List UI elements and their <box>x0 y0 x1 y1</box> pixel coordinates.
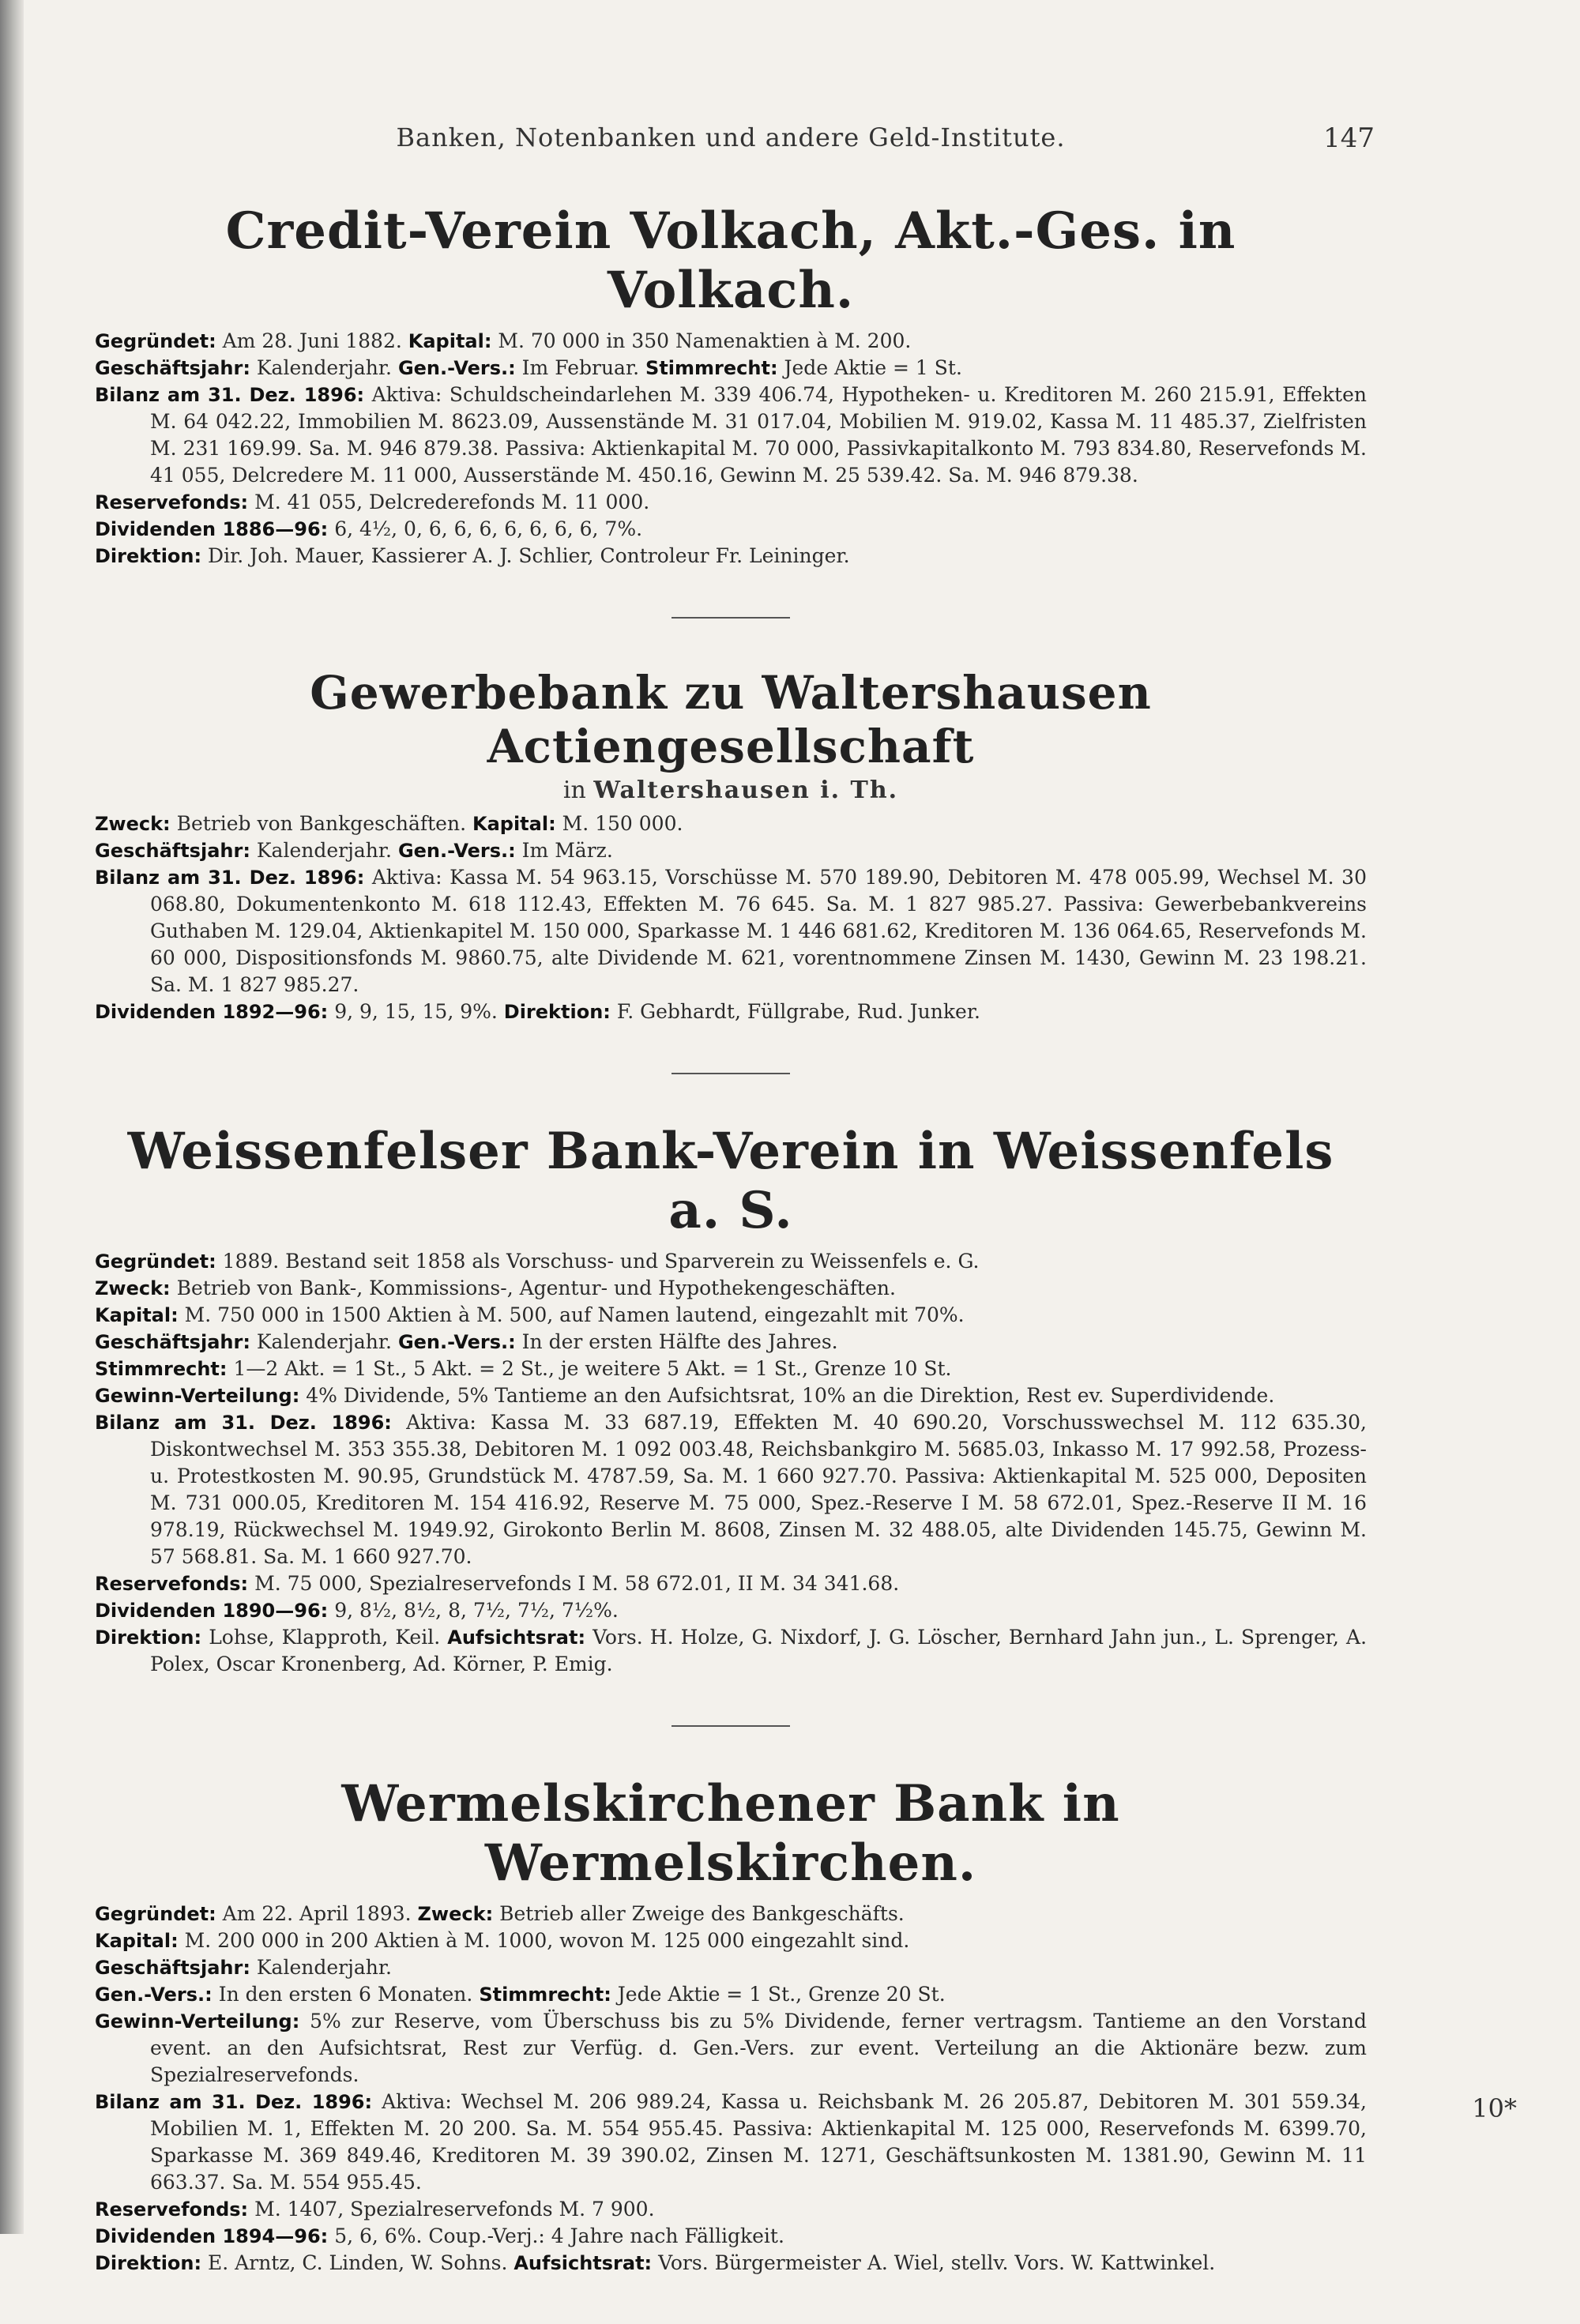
field-label: Zweck: <box>417 1903 494 1925</box>
field-text: Kalenderjahr. <box>250 1956 392 1979</box>
field-text: Betrieb aller Zweige des Bankgeschäfts. <box>493 1902 905 1925</box>
entry-line <box>95 1409 1367 1570</box>
field-label: Dividenden 1892—96: <box>95 1001 329 1023</box>
field-label: Geschäftsjahr: <box>95 1957 250 1979</box>
field-text: Jede Aktie = 1 St. <box>777 356 962 379</box>
signature-mark: 10* <box>1472 2093 1517 2123</box>
field-label: Dividenden 1894—96: <box>95 2225 329 2247</box>
field-label: Gen.-Vers.: <box>397 357 516 379</box>
field-label: Direktion: <box>95 2252 202 2274</box>
field-text: Lohse, Klapproth, Keil. <box>201 1626 448 1649</box>
entry-line <box>95 2008 1367 2089</box>
entry-title: Credit-Verein Volkach, Akt.-Ges. in Volkach. <box>225 201 1236 320</box>
field-label: Stimmrecht: <box>95 1358 228 1380</box>
field-label: Kapital: <box>95 1930 179 1952</box>
entry-line <box>95 998 1367 1025</box>
field-label: Gegründet: <box>95 330 216 352</box>
field-label: Gewinn-Verteilung: <box>95 2010 300 2033</box>
field-label: Geschäftsjahr: <box>95 357 250 379</box>
field-label: Gegründet: <box>95 1250 216 1273</box>
entry-line <box>95 1954 1367 1981</box>
section-divider <box>672 1073 790 1074</box>
field-label: Gewinn-Verteilung: <box>95 1385 300 1407</box>
field-text: 5% zur Reserve, vom Überschuss bis zu 5% Dividende, ferner vertragsm. Tantieme an den Vorstand event. an den Aufsichtsrat, Rest zur Verfüg. d. Gen.-Vers. zur event. Verteilung an die Aktionäre bezw. zum Spezialreservefonds. <box>150 2010 1367 2086</box>
field-label: Gen.-Vers.: <box>397 1331 516 1353</box>
field-label: Stimmrecht: <box>645 357 778 379</box>
field-label: Reservefonds: <box>95 2198 249 2221</box>
entry-line <box>95 1248 1367 1275</box>
field-text: Aktiva: Schuldscheindarlehen M. 339 406.74, Hypotheken- u. Kreditoren M. 260 215.91, Effekten M. 64 042.22, Immobilien M. 8623.09, Aussenstände M. 31 017.04, Mobilien M. 919.02, Kassa M. 11 485.37, Zielfristen M. 231 169.99. Sa. M. 946 879.38. Passiva: Aktienkapital M. 70 000, Passivkapitalkonto M. 793 834.80, Reservefonds M. 41 055, Delcredere M. 11 000, Ausserstände M. 450.16, Gewinn M. 25 539.42. Sa. M. 946 879.38. <box>150 383 1367 487</box>
entry-line <box>95 1927 1367 1954</box>
entry-line <box>95 1302 1367 1329</box>
entry-line <box>95 2250 1367 2277</box>
field-text: Betrieb von Bankgeschäften. <box>170 812 472 835</box>
entry-line <box>95 1624 1367 1678</box>
field-text: In den ersten 6 Monaten. <box>212 1983 480 2006</box>
page-number: 147 <box>1323 122 1375 154</box>
field-text: M. 200 000 in 200 Aktien à M. 1000, wovon M. 125 000 eingezahlt sind. <box>178 1929 910 1952</box>
field-label: Bilanz am 31. Dez. 1896: <box>95 2091 373 2113</box>
field-label: Aufsichtsrat: <box>447 1626 586 1649</box>
field-label: Gen.-Vers.: <box>397 840 516 862</box>
field-text: Aktiva: Kassa M. 33 687.19, Effekten M. 40 690.20, Vorschusswechsel M. 112 635.30, Diskontwechsel M. 353 355.38, Debitoren M. 1 092 003.48, Reichsbankgiro M. 5685.03, Inkasso M. 17 992.58, Prozess- u. Protestkosten M. 90.95, Grundstück M. 4787.59, Sa. M. 1 660 927.70. Passiva: Aktienkapital M. 525 000, Depositen M. 731 000.05, Kreditoren M. 154 416.92, Reserve M. 75 000, Spez.-Reserve I M. 58 672.01, Spez.-Reserve II M. 16 978.19, Rückwechsel M. 1949.92, Girokonto Berlin M. 8608, Zinsen M. 32 488.05, alte Dividenden 145.75, Gewinn M. 57 568.81. Sa. M. 1 660 927.70. <box>150 1411 1367 1568</box>
field-label: Direktion: <box>503 1001 611 1023</box>
entry-line <box>95 2223 1367 2250</box>
entry-line <box>95 382 1367 489</box>
field-label: Bilanz am 31. Dez. 1896: <box>95 384 365 406</box>
field-text: Jede Aktie = 1 St., Grenze 20 St. <box>611 1983 946 2006</box>
field-text: M. 41 055, Delcrederefonds M. 11 000. <box>248 491 650 513</box>
field-text: Im März. <box>515 839 613 862</box>
field-text: 9, 9, 15, 15, 9%. <box>328 1000 504 1023</box>
field-label: Gegründet: <box>95 1903 216 1925</box>
running-title: Banken, Notenbanken und andere Geld-Institute. <box>396 122 1066 152</box>
field-label: Direktion: <box>95 545 202 567</box>
document-page <box>95 122 1375 2324</box>
entry-line <box>95 1981 1367 2008</box>
field-text: Vors. Bürgermeister A. Wiel, stellv. Vors. W. Kattwinkel. <box>652 2251 1216 2274</box>
field-label: Bilanz am 31. Dez. 1896: <box>95 1412 392 1434</box>
field-label: Aufsichtsrat: <box>514 2252 653 2274</box>
field-text: M. 1407, Spezialreservefonds M. 7 900. <box>248 2198 655 2221</box>
entry-line <box>95 543 1367 570</box>
field-label: Reservefonds: <box>95 1573 249 1595</box>
field-text: Im Februar. <box>515 356 646 379</box>
entry-title: Gewerbebank zu Waltershausen Actiengesellschaft <box>310 666 1152 773</box>
entry-weissenfelser-bank-verein <box>95 1122 1367 1678</box>
entry-title: Wermelskirchener Bank in Wermelskirchen. <box>341 1774 1120 1893</box>
entry-line <box>95 489 1367 516</box>
field-text: 1889. Bestand seit 1858 als Vorschuss- und Sparverein zu Weissenfels e. G. <box>216 1250 980 1273</box>
field-text: Am 28. Juni 1882. <box>216 329 408 352</box>
field-text: F. Gebhardt, Füllgrabe, Rud. Junker. <box>610 1000 980 1023</box>
entry-subtitle <box>95 777 1367 804</box>
field-text: 6, 4½, 0, 6, 6, 6, 6, 6, 6, 6, 7%. <box>328 517 643 540</box>
field-text: M. 150 000. <box>555 812 683 835</box>
field-label: Dividenden 1890—96: <box>95 1600 329 1622</box>
field-label: Bilanz am 31. Dez. 1896: <box>95 867 365 889</box>
field-text: Am 22. April 1893. <box>216 1902 418 1925</box>
entry-line <box>95 1570 1367 1597</box>
section-divider <box>672 1725 790 1727</box>
running-head <box>95 122 1375 170</box>
field-label: Geschäftsjahr: <box>95 1331 250 1353</box>
entry-line <box>95 2089 1367 2196</box>
entry-gewerbebank-waltershausen <box>95 666 1367 1025</box>
entry-line <box>95 2196 1367 2223</box>
field-text: In der ersten Hälfte des Jahres. <box>515 1330 838 1353</box>
subtitle-prefix: in <box>562 777 586 804</box>
field-text: 1—2 Akt. = 1 St., 5 Akt. = 2 St., je weitere 5 Akt. = 1 St., Grenze 10 St. <box>227 1357 952 1380</box>
entry-line <box>95 1597 1367 1624</box>
entry-line <box>95 1329 1367 1356</box>
field-text: Kalenderjahr. <box>250 839 398 862</box>
field-label: Direktion: <box>95 1626 202 1649</box>
field-label: Reservefonds: <box>95 491 249 513</box>
entry-title: Weissenfelser Bank-Verein in Weissenfels a. S. <box>127 1122 1334 1240</box>
field-text: M. 750 000 in 1500 Aktien à M. 500, auf Namen lautend, eingezahlt mit 70%. <box>178 1303 965 1326</box>
field-text: E. Arntz, C. Linden, W. Sohns. <box>201 2251 514 2274</box>
field-text: Betrieb von Bank-, Kommissions-, Agentur- und Hypothekengeschäften. <box>170 1277 896 1299</box>
field-text: Kalenderjahr. <box>250 1330 398 1353</box>
field-text: Kalenderjahr. <box>250 356 398 379</box>
field-label: Dividenden 1886—96: <box>95 518 329 540</box>
field-label: Geschäftsjahr: <box>95 840 250 862</box>
field-label: Kapital: <box>95 1304 179 1326</box>
field-text: 9, 8½, 8½, 8, 7½, 7½, 7½%. <box>328 1599 619 1622</box>
field-label: Stimmrecht: <box>479 1984 611 2006</box>
entry-line <box>95 810 1367 837</box>
field-label: Gen.-Vers.: <box>95 1984 213 2006</box>
entry-line <box>95 1356 1367 1382</box>
field-text: Vors. H. Holze, G. Nixdorf, J. G. Löscher, Bernhard Jahn jun., L. Sprenger, A. Polex, Oscar Kronenberg, Ad. Körner, P. Emig. <box>150 1626 1367 1675</box>
entry-credit-verein-volkach <box>95 201 1367 570</box>
entry-wermelskirchener-bank <box>95 1774 1367 2277</box>
entry-line <box>95 1275 1367 1302</box>
entry-line <box>95 1382 1367 1409</box>
field-text: M. 70 000 in 350 Namenaktien à M. 200. <box>491 329 912 352</box>
field-label: Kapital: <box>408 330 492 352</box>
entry-line <box>95 1901 1367 1927</box>
field-label: Zweck: <box>95 813 171 835</box>
field-label: Kapital: <box>472 813 556 835</box>
field-text: 4% Dividende, 5% Tantieme an den Aufsichtsrat, 10% an die Direktion, Rest ev. Superdividende. <box>299 1384 1275 1407</box>
entry-line <box>95 837 1367 864</box>
page-edge-shadow <box>0 0 24 2234</box>
field-text: Dir. Joh. Mauer, Kassierer A. J. Schlier, Controleur Fr. Leininger. <box>201 544 850 567</box>
field-text: Aktiva: Kassa M. 54 963.15, Vorschüsse M. 570 189.90, Debitoren M. 478 005.99, Wechsel M. 30 068.80, Dokumentenkonto M. 618 112.43, Effekten M. 76 645. Sa. M. 1 827 985.27. Passiva: Gewerbebankvereins Guthaben M. 129.04, Aktienkapitel M. 150 000, Sparkasse M. 1 446 681.62, Kreditoren M. 136 064.65, Reservefonds M. 60 000, Dispositionsfonds M. 9860.75, alte Dividende M. 621, vorentnommene Zinsen M. 1430, Gewinn M. 23 198.21. Sa. M. 1 827 985.27. <box>150 866 1367 996</box>
field-text: 5, 6, 6%. Coup.-Verj.: 4 Jahre nach Fälligkeit. <box>328 2224 784 2247</box>
entry-line <box>95 355 1367 382</box>
entry-line <box>95 328 1367 355</box>
field-text: Aktiva: Wechsel M. 206 989.24, Kassa u. Reichsbank M. 26 205.87, Debitoren M. 301 559.34, Mobilien M. 1, Effekten M. 20 200. Sa. M. 554 955.45. Passiva: Aktienkapital M. 125 000, Reservefonds M. 6399.70, Sparkasse M. 369 849.46, Kreditoren M. 39 390.02, Zinsen M. 1271, Geschäftsunkosten M. 1381.90, Gewinn M. 11 663.37. Sa. M. 554 955.45. <box>150 2090 1367 2194</box>
entry-line <box>95 516 1367 543</box>
field-label: Zweck: <box>95 1277 171 1299</box>
entry-line <box>95 864 1367 998</box>
section-divider <box>672 617 790 619</box>
subtitle-city: Waltershausen i. Th. <box>593 777 899 804</box>
field-text: M. 75 000, Spezialreservefonds I M. 58 672.01, II M. 34 341.68. <box>248 1572 900 1595</box>
